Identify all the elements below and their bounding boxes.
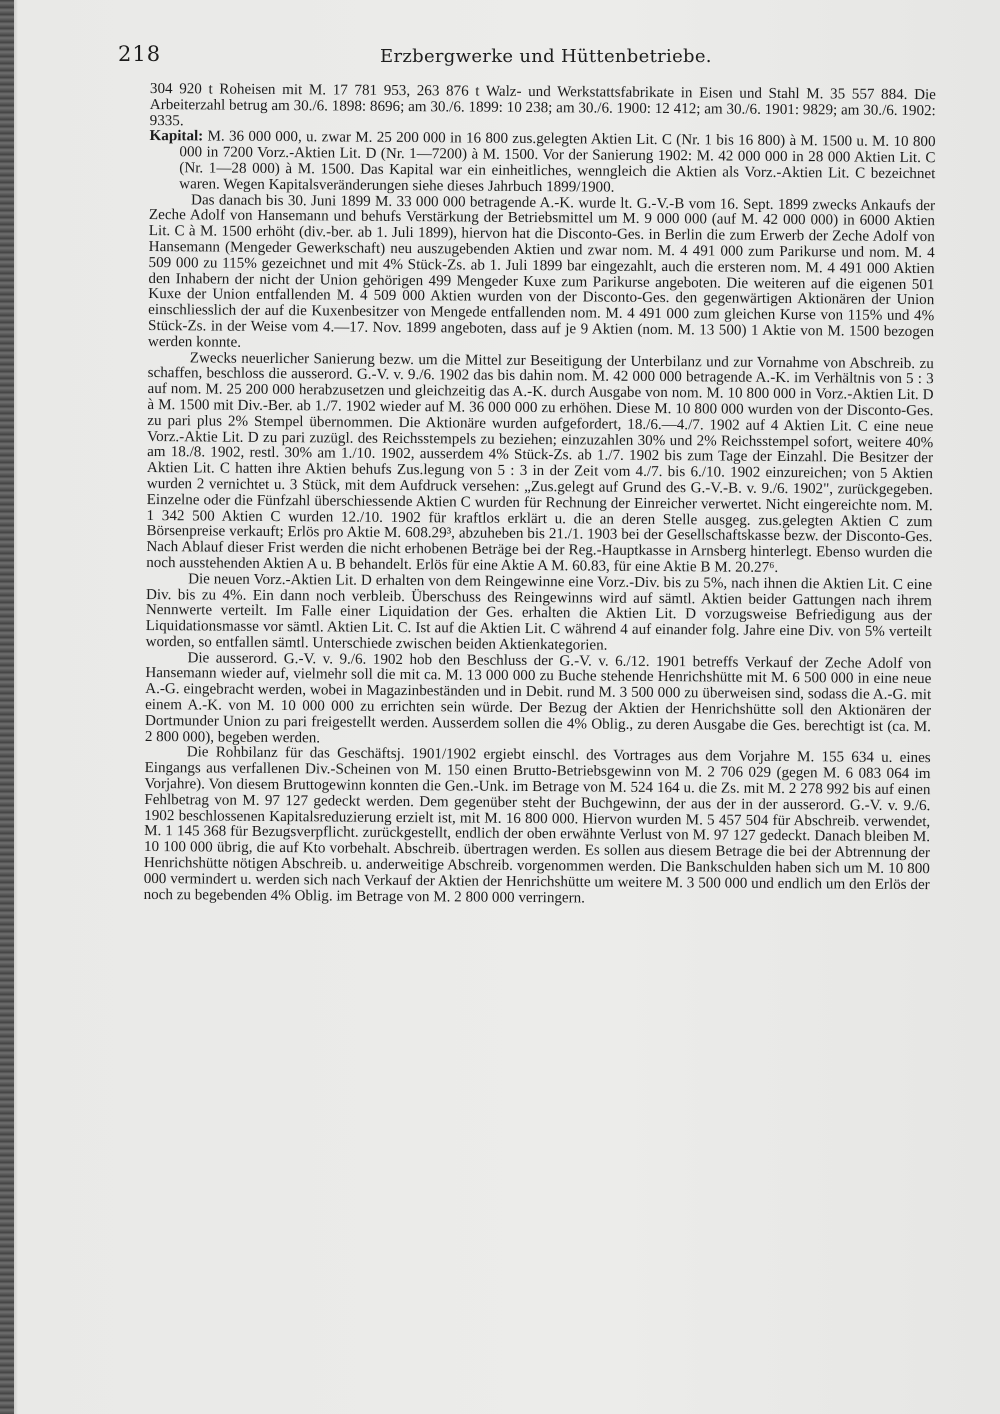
running-head: Erzbergwerke und Hüttenbetriebe. — [380, 46, 712, 67]
paragraph-text: Die neuen Vorz.-Aktien Lit. D erhalten von dem Reingewinne eine Vorz.-Div. bis zu 5%, nach ihnen die Aktien Lit. C eine Div. bis zu 4%. Ein dann noch verbleib. Überschuss des Reingewinns wird auf sämtl. Aktien beider Gattungen nach ihrem Nennwerte verteilt. Im Falle einer Liquidation der Ges. erhalten die Aktien Lit. D vorzugsweise Befriedigung aus der Liquidationsmasse vor sämtl. Aktien Lit. C. Ist auf die Aktien Lit. C während 4 auf einander folg. Jahre eine Div. von 5% verteilt worden, so entfallen sämtl. Unterschiede zwischen beiden Aktienkategorien. — [145, 571, 933, 654]
body-text — [144, 82, 936, 910]
paragraph-text: Das danach bis 30. Juni 1899 M. 33 000 000 betragende A.-K. wurde lt. G.-V.-B vom 16. Sept. 1899 zwecks Ankaufs der Zeche Adolf von Hansemann und behufs Verstärkung der Betriebsmittel um M. 9 000 000 (auf M. 42 000 000) in 6000 Aktien Lit. C à M. 1500 erhöht (div.-ber. ab 1. Juli 1899), hiervon hat die Disconto-Ges. in Berlin die zum Erwerb der Zeche Adolf von Hansemann (Mengeder Gewerkschaft) neu auszugebenden Aktien und zwar nom. M. 4 491 000 zum Parikurse und nom. M. 4 509 000 zu 115% gezeichnet und mit 4% Stück-Zs. ab 1. Juli 1899 bar eingezahlt, auch die ersteren nom. M. 4 491 000 Aktien den Inhabern der nicht der Union gehörigen 499 Mengeder Kuxe zum Parikurse angeboten. Die weiteren auf die eigenen 501 Kuxe der Union entfallenden M. 4 509 000 Aktien wurden von der Disconto-Ges. den gegenwärtigen Aktionären der Union einschliesslich der auf die Kuxenbesitzer von Mengede entfallenden nom. M. 4 491 000 zum gleichen Kurse von 115% und 4% Stück-Zs. in der Weise vom 4.—17. Nov. 1899 angeboten, dass auf je 9 Aktien (nom. M. 13 500) 1 Aktie von M. 1500 bezogen werden konnte. — [147, 191, 936, 351]
paragraph-text: 304 920 t Roheisen mit M. 17 781 953, 263 876 t Walz- und Werkstattsfabrikate in Eisen und Stahl M. 35 557 884. Die Arbeiterzahl betrug am 30./6. 1898: 8696; am 30./6. 1899: 10 238; am 30./6. 1900: 12 412; am 30./6. 1901: 9829; am 30./6. 1902: 9335. — [149, 81, 936, 129]
page-header — [118, 40, 948, 70]
paragraph-text: Die Rohbilanz für das Geschäftsj. 1901/1902 ergiebt einschl. des Vortrages aus dem Vorjahre M. 155 634 u. eines Eingangs aus verfallenen Div.-Scheinen von M. 150 einen Brutto-Betriebsgewinn von M. 2 706 029 (gegen M. 6 083 064 im Vorjahre). Von diesem Bruttogewinn konnten die Gen.-Unk. im Betrage von M. 524 164 u. die Zs. mit M. 2 278 992 bis auf einen Fehlbetrag von M. 97 127 gedeckt werden. Dem gegenüber steht der Buchgewinn, der aus der in der ausserord. G.-V. v. 9./6. 1902 beschlossenen Kapitalsreduzierung erzielt ist, mit M. 16 800 000. Hiervon wurden M. 5 457 504 für Abschreib. verwendet, M. 1 145 368 für Bezugsverpflicht. zurückgestellt, endlich der oben erwähnte Verlust von M. 97 127 gedeckt. Danach bleiben M. 10 100 000 übrig, die auf Kto vorbehalt. Abschreib. übertragen werden. Es sollen aus diesem Betrage die bei der Abtrennung der Henrichshütte nötigen Abschreib. u. anderweitige Abschreib. vorgenommen werden. Die Bankschulden haben sich um M. 10 800 000 vermindert u. werden sich nach Verkauf der Aktien der Henrichshütte um weitere M. 3 500 000 und endlich um den Erlös der noch zu begebenden 4% Oblig. im Betrage von M. 2 800 000 verringern. — [143, 744, 931, 907]
paragraph-vorz-aktien — [146, 572, 933, 657]
paragraph-rohbilanz — [144, 745, 931, 909]
paragraph-text: Zwecks neuerlicher Sanierung bezw. um die Mittel zur Beseitigung der Unterbilanz und zur Vornahme von Abschreib. zu schaffen, beschloss die ausserord. G.-V. v. 9./6. 1902 das bis dahin nom. M. 42 000 000 betragende A.-K. im Verhältnis von 5 : 3 auf nom. M. 25 200 000 herabzusetzen und gleichzeitig das A.-K. durch Ausgabe von nom. M. 10 800 000 in Vorz.-Aktien Lit. D à M. 1500 mit Div.-Ber. ab 1./7. 1902 wieder auf M. 36 000 000 zu erhöhen. Diese M. 10 800 000 wurden von der Disconto-Ges. zu pari plus 2% Stempel übernommen. Die Aktionäre wurden aufgefordert, 18./6.—4./7. 1902 auf 4 Aktien Lit. C eine neue Vorz.-Aktie Lit. D zu pari zuzügl. des Reichsstempels zu beziehen; einzuzahlen 30% und 2% Reichsstempel sofort, weitere 40% am 18./8. 1902, restl. 30% am 1./10. 1902, ausserdem 4% Stück-Zs. ab 1./7. 1902 bis zum Tage der Einzahl. Die Besitzer der Aktien Lit. C hatten ihre Aktien behufs Zus.legung von 5 : 3 in der Zeit vom 4./7. bis 6./10. 1902 einzureichen; von 5 Aktien wurden 2 vernichtet u. 3 Stück, mit dem Aufdruck versehen: „Zus.gelegt auf Grund des G.-V.-B. v. 9./6. 1902", zurückgegeben. Einzelne oder die Fünfzahl überschiessende Aktien C wurden für Rechnung der Einreicher verwertet. Nicht eingereichte nom. M. 1 342 500 Aktien C wurden 12./10. 1902 für kraftlos erklärt u. die an deren Stelle ausgeg. zus.gelegten Aktien C zum Börsenpreise verkauft; Erlös pro Aktie M. 608.29³, abzuheben bis 21./1. 1903 bei der Gesellschaftskasse bezw. der Disconto-Ges. Nach Ablauf dieser Frist werden die nicht erhobenen Beträge bei der Reg.-Hauptkasse in Arnsberg hinterlegt. Ebenso wurden die noch ausstehenden Aktien A u. B behandelt. Erlös für eine Aktie A M. 60.83, für eine Aktie B M. 20.27⁶. — [146, 349, 934, 576]
paragraph-capital-increase-1899 — [148, 193, 935, 357]
book-spine-shadow — [0, 0, 14, 1414]
paragraph-henrichshuette — [145, 651, 932, 752]
page-number: 218 — [118, 42, 162, 66]
paragraph-kapital — [149, 129, 935, 198]
section-label-kapital: Kapital: — [149, 128, 204, 145]
paragraph-text: Die ausserord. G.-V. v. 9./6. 1902 hob den Beschluss der G.-V. v. 6./12. 1901 betreffs Verkauf der Zeche Adolf von Hansemann wieder auf, vielmehr soll die mit ca. M. 13 000 000 zu Buche stehende Henrichshütte mit M. 6 500 000 in eine neue A.-G. eingebracht werden, wobei in Magazinbeständen und in Debit. rund M. 3 500 000 zu überweisen sind, sodass die A.-G. mit einem A.-K. von M. 10 000 000 zu errichten sein würde. Der Bezug der Aktien der Henrichshütte soll den Aktionären der Dortmunder Union zu pari freigestellt werden. Ausserdem sollen die 4% Oblig., zu deren Ausgabe die Ges. berechtigt ist (ca. M. 2 800 000), begeben werden. — [144, 649, 932, 747]
paragraph-text: M. 36 000 000, u. zwar M. 25 200 000 in 16 800 zus.gelegten Aktien Lit. C (Nr. 1 bis 16 800) à M. 1500 u. M. 10 800 000 in 7200 Vorz.-Aktien Lit. D (Nr. 1—7200) à M. 1500. Vor der Sanierung 1902: M. 42 000 000 in 28 000 Aktien Lit. C (Nr. 1—28 000) à M. 1500. Das Kapital war ein einheitliches, wenngleich die Aktien als Vorz.-Aktien Lit. C bezeichnet waren. Wegen Kapitalsveränderungen siehe dieses Jahrbuch 1899/1900. — [179, 128, 936, 196]
paragraph-sanierung-1902 — [146, 351, 934, 578]
paragraph-production — [150, 82, 936, 136]
